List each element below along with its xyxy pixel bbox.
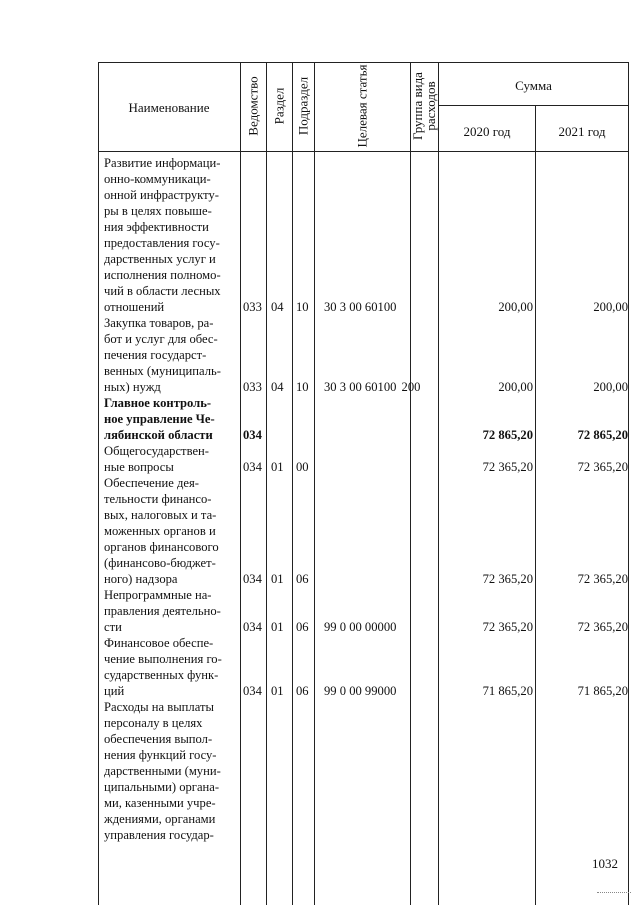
row-podrazdel: 00 <box>296 460 309 474</box>
row-podrazdel: 06 <box>296 684 309 698</box>
header-name: Наименование <box>128 100 210 115</box>
col-border-right <box>628 62 629 905</box>
header-razdel: Раздел <box>271 87 287 125</box>
header-year-2021: 2021 год <box>558 124 606 139</box>
row-sum-2020: 200,00 <box>498 300 533 314</box>
row-sum-2021: 72 865,20 <box>577 428 628 442</box>
row-sum-2020: 72 865,20 <box>482 428 533 442</box>
row-razdel: 04 <box>271 300 284 314</box>
row-name: Расходы на выплаты персоналу в целях обеспечения выпол- нения функций госу- дарственными (муни- ципальными) органа- ми, казенными учре- ждениями, органами управления государ- <box>104 700 221 842</box>
row-name: Закупка товаров, ра- бот и услуг для обес- печения государст- венных (муниципаль- ных) нужд <box>104 316 221 394</box>
header-podrazdel: Подраздел <box>295 76 311 136</box>
row-vedomstvo: 034 <box>243 460 262 474</box>
row-podrazdel: 10 <box>296 380 309 394</box>
row-name: Непрограммные на- правления деятельно- сти <box>104 588 221 634</box>
row-podrazdel: 10 <box>296 300 309 314</box>
row-celevaya: 30 3 00 60100 <box>324 300 397 314</box>
row-name: Развитие информаци- онно-коммуникаци- онной инфраструкту- ры в целях повыше- ния эффективности предоставления госу- дарственных услуг и исполнения полномо- чий в области лесных отношений <box>104 156 221 314</box>
row-sum-2020: 72 365,20 <box>482 572 533 586</box>
header-year-2020: 2020 год <box>463 124 511 139</box>
row-podrazdel: 06 <box>296 572 309 586</box>
row-razdel: 01 <box>271 460 284 474</box>
col-border-2020 <box>535 105 536 905</box>
row-vedomstvo: 033 <box>243 380 262 394</box>
header-vedomstvo: Ведомство <box>245 76 261 136</box>
row-sum-2021: 72 365,20 <box>577 460 628 474</box>
row-razdel: 01 <box>271 684 284 698</box>
row-sum-2020: 72 365,20 <box>482 620 533 634</box>
header-bottom-border <box>98 151 628 152</box>
row-razdel: 04 <box>271 380 284 394</box>
row-gruppa: 200 <box>401 380 421 394</box>
row-podrazdel: 06 <box>296 620 309 634</box>
row-name: Финансовое обеспе- чение выполнения го- сударственных функ- ций <box>104 636 222 698</box>
col-border-raz <box>292 62 293 905</box>
row-vedomstvo: 034 <box>243 620 262 634</box>
row-vedomstvo: 034 <box>243 684 262 698</box>
col-border-pod <box>314 62 315 905</box>
row-sum-2020: 71 865,20 <box>482 684 533 698</box>
row-sum-2021: 200,00 <box>593 380 628 394</box>
header-gruppa: Группа вида расходов <box>410 72 438 140</box>
row-sum-2020: 200,00 <box>498 380 533 394</box>
col-border-name <box>240 62 241 905</box>
row-name: Главное контроль- ное управление Че- лябинской области <box>104 396 215 442</box>
col-border-grp <box>438 62 439 905</box>
row-sum-2021: 72 365,20 <box>577 572 628 586</box>
header-summa: Сумма <box>515 78 552 93</box>
col-border-ved <box>266 62 267 905</box>
header-celevaya: Целевая статья <box>354 64 370 148</box>
row-celevaya: 30 3 00 60100 <box>324 380 397 394</box>
page-number: 1032 <box>592 856 618 871</box>
row-razdel: 01 <box>271 572 284 586</box>
row-sum-2021: 200,00 <box>593 300 628 314</box>
row-name: Обеспечение дея- тельности финансо- вых, налоговых и та- моженных органов и органов финансового (финансово-бюджет- ного) надзора <box>104 476 219 586</box>
row-vedomstvo: 033 <box>243 300 262 314</box>
row-sum-2021: 72 365,20 <box>577 620 628 634</box>
col-border-cel <box>410 62 411 905</box>
sum-subheader-border <box>438 105 628 106</box>
table-top-border <box>98 62 628 63</box>
row-vedomstvo: 034 <box>243 428 262 442</box>
row-celevaya: 99 0 00 99000 <box>324 684 397 698</box>
row-razdel: 01 <box>271 620 284 634</box>
row-vedomstvo: 034 <box>243 572 262 586</box>
row-celevaya: 99 0 00 00000 <box>324 620 397 634</box>
row-name: Общегосударствен- ные вопросы <box>104 444 209 474</box>
footer-dotted-line <box>597 892 631 893</box>
row-sum-2020: 72 365,20 <box>482 460 533 474</box>
col-border-left <box>98 62 99 905</box>
row-sum-2021: 71 865,20 <box>577 684 628 698</box>
